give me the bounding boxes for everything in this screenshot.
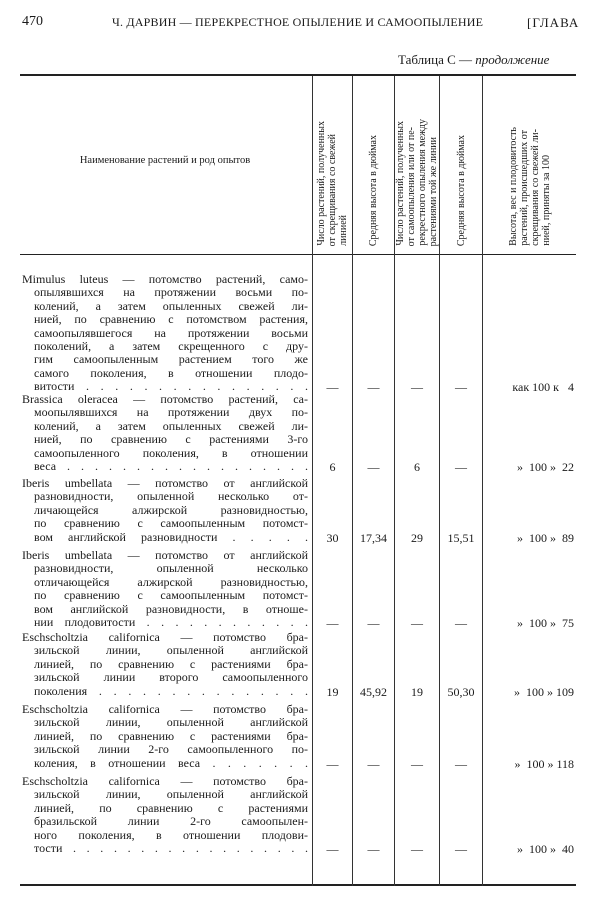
column-header-crossed-count: [313, 84, 352, 246]
cell-c3: 29: [411, 530, 423, 545]
column-header-ratio: [483, 84, 576, 246]
header-line: Высота, вес и плодовитость: [507, 127, 519, 246]
row-text-line: зильской линии, опыленной английской: [34, 715, 308, 730]
row-text-line: самоопылявшегося на протяжении восьми: [34, 325, 308, 340]
header-line: Число растений, полученных: [395, 121, 406, 246]
column-header-self-count: [395, 84, 439, 246]
cell-c3: —: [411, 616, 423, 630]
cell-c2: —: [367, 616, 380, 630]
cell-c1: —: [326, 756, 339, 771]
row-text-line: коления, в отношении веса . . . . . . .: [34, 755, 308, 770]
header-line: от скрещивания со свежей: [327, 133, 338, 246]
header-line: линией: [338, 215, 349, 246]
table-bottom-rule: [20, 884, 576, 886]
cell-c5: » 100 » 22: [517, 460, 574, 474]
table-row: [22, 631, 308, 698]
cell-c5: как 100 к 4: [512, 380, 574, 395]
cell-c4: —: [455, 756, 467, 771]
cell-c2: —: [367, 756, 380, 771]
cell-c5: » 100 » 40: [517, 842, 574, 856]
cell-c2: 17,34: [360, 530, 387, 545]
row-text-line: ного поколения, в отношении плодови-: [34, 827, 308, 842]
row-text-line: Eschscholtzia californica — потомство бра-: [22, 630, 308, 644]
cell-c4: —: [455, 842, 467, 856]
row-text-line: отличающейся алжирской разновидностью,: [34, 574, 308, 589]
cell-c3: 6: [414, 460, 420, 474]
row-text-line: самого поколения, в отношении плодо-: [34, 365, 308, 380]
table-row: [22, 477, 308, 544]
row-text-line: колений, а затем опыленных свежей ли-: [34, 298, 308, 313]
cell-c1: —: [326, 380, 339, 395]
row-text-line: бразильской линии 2-го самоопылен-: [34, 814, 308, 829]
row-text-line: поколений, а затем скрещенного с дру-: [34, 338, 308, 353]
cell-c1: 6: [329, 460, 336, 474]
cell-c2: —: [367, 380, 380, 395]
row-text-line: опылявшихся на протяжении восьми по-: [34, 285, 308, 300]
table-row: [22, 549, 308, 629]
row-text-line: вом английской разновидности, в отноше-: [34, 601, 308, 616]
header-line: скрещивания со свежей ли-: [529, 129, 541, 246]
column-header-name: Наименование растений и род опытов: [79, 155, 251, 166]
row-text-line: Brassica oleracea — потомство растений, са-: [22, 392, 308, 406]
header-line: Средняя высота в дюймах: [455, 134, 467, 246]
row-text-line: нией, по сравнению с растениями 3-го: [34, 432, 308, 447]
row-text-line: зильской линии второго самоопыленного: [34, 670, 308, 685]
table-top-rule: [20, 74, 576, 76]
row-text-line: Eschscholtzia californica — потомство бра-: [22, 774, 308, 788]
header-line: растений, происшедших от: [518, 130, 530, 246]
cell-c4: —: [455, 380, 467, 395]
cell-c5: » 100 » 109: [514, 684, 574, 699]
row-text-line: зильской линии, опыленной английской: [34, 787, 308, 802]
row-text-line: личающейся алжирской разновидностью,: [34, 502, 308, 517]
row-text-line: моопылявшихся на протяжении двух по-: [34, 405, 308, 420]
row-text-line: зильской линии, опыленной английской: [34, 643, 308, 658]
cell-c2: —: [367, 460, 380, 474]
row-text-line: тости . . . . . . . . . . . . . . . . . .: [34, 840, 308, 855]
row-text-line: разновидности, опыленной несколько от-: [34, 489, 308, 504]
cell-c5: » 100 » 75: [517, 616, 574, 630]
row-text-line: линией, по сравнению с растениями бра-: [34, 656, 308, 671]
caption-suffix: продолжение: [475, 52, 550, 67]
header-rule: [20, 254, 576, 255]
page-number: 470: [22, 14, 43, 29]
header-line: рекрестного опыления между: [417, 119, 428, 246]
row-text-line: Eschscholtzia californica — потомство бра-: [22, 702, 308, 716]
cell-c4: 15,51: [447, 530, 475, 545]
cell-c1: 19: [326, 684, 339, 699]
row-text-line: линией, по сравнению с растениями: [34, 800, 308, 815]
header-line: растениями той же линии: [428, 136, 439, 246]
row-text-line: по сравнению с самоопыленным потомст-: [34, 588, 308, 603]
row-text-line: веса . . . . . . . . . . . . . . . . . .: [34, 458, 308, 473]
table-caption: [398, 52, 549, 68]
row-text-line: поколения . . . . . . . . . . . . . . .: [34, 683, 308, 698]
running-title: Ч. ДАРВИН — ПЕРЕКРЕСТНОЕ ОПЫЛЕНИЕ И САМООПЫЛЕНИЕ: [112, 15, 484, 29]
row-text-line: нии плодовитости . . . . . . . . . . . .: [34, 614, 308, 629]
chapter-label: [ГЛАВА: [527, 15, 580, 30]
row-text-line: гим самоопыленным растением того же: [34, 352, 308, 367]
cell-c3: —: [411, 842, 423, 856]
cell-c5: » 100 » 89: [517, 530, 574, 545]
cell-c2: 45,92: [360, 684, 387, 699]
cell-c1: 30: [326, 530, 339, 545]
header-line: от самоопыления или от пе-: [406, 126, 417, 246]
table-row: [22, 273, 308, 394]
row-text-line: Iberis umbellata — потомство от английской: [22, 476, 308, 490]
cell-c4: 50,30: [447, 684, 475, 699]
cell-c2: —: [367, 842, 380, 856]
cell-c3: 19: [411, 684, 423, 699]
cell-c1: —: [326, 616, 339, 630]
row-text-line: витости . . . . . . . . . . . . . . . .: [34, 379, 308, 394]
row-text-line: самоопыленного поколения, в отношении: [34, 445, 308, 460]
row-text-line: нией, по сравнению с потомством растения,: [34, 312, 308, 327]
column-header-crossed-height: [353, 84, 394, 246]
header-line: Средняя высота в дюймах: [368, 134, 379, 246]
row-text-line: зильской линии 2-го самоопыленного по-: [34, 742, 308, 757]
row-text-line: Iberis umbellata — потомство от английской: [22, 548, 308, 562]
row-text-line: разновидности, опыленной несколько: [34, 561, 308, 576]
cell-c4: —: [455, 460, 467, 474]
caption-label: Таблица С —: [398, 52, 473, 67]
row-text-line: колений, а затем опыленных свежей ли-: [34, 418, 308, 433]
row-text-line: Mimulus luteus — потомство растений, само-: [22, 272, 308, 286]
cell-c3: —: [411, 756, 423, 771]
table-row: [22, 393, 308, 473]
table-row: [22, 775, 308, 855]
column-header-self-height: [440, 84, 482, 246]
row-text-line: вом английской разновидности . . . . .: [34, 529, 308, 544]
cell-c1: —: [326, 842, 339, 856]
cell-c5: » 100 » 118: [514, 756, 574, 771]
row-text-line: линией, по сравнению с растениями бра-: [34, 728, 308, 743]
row-text-line: по сравнению с самоопыленным потомст-: [34, 516, 308, 531]
table-row: [22, 703, 308, 770]
cell-c4: —: [455, 616, 467, 630]
cell-c3: —: [411, 380, 423, 395]
header-line: Число растений, полученных: [316, 121, 327, 246]
header-line: нией, приняты за 100: [540, 155, 552, 246]
